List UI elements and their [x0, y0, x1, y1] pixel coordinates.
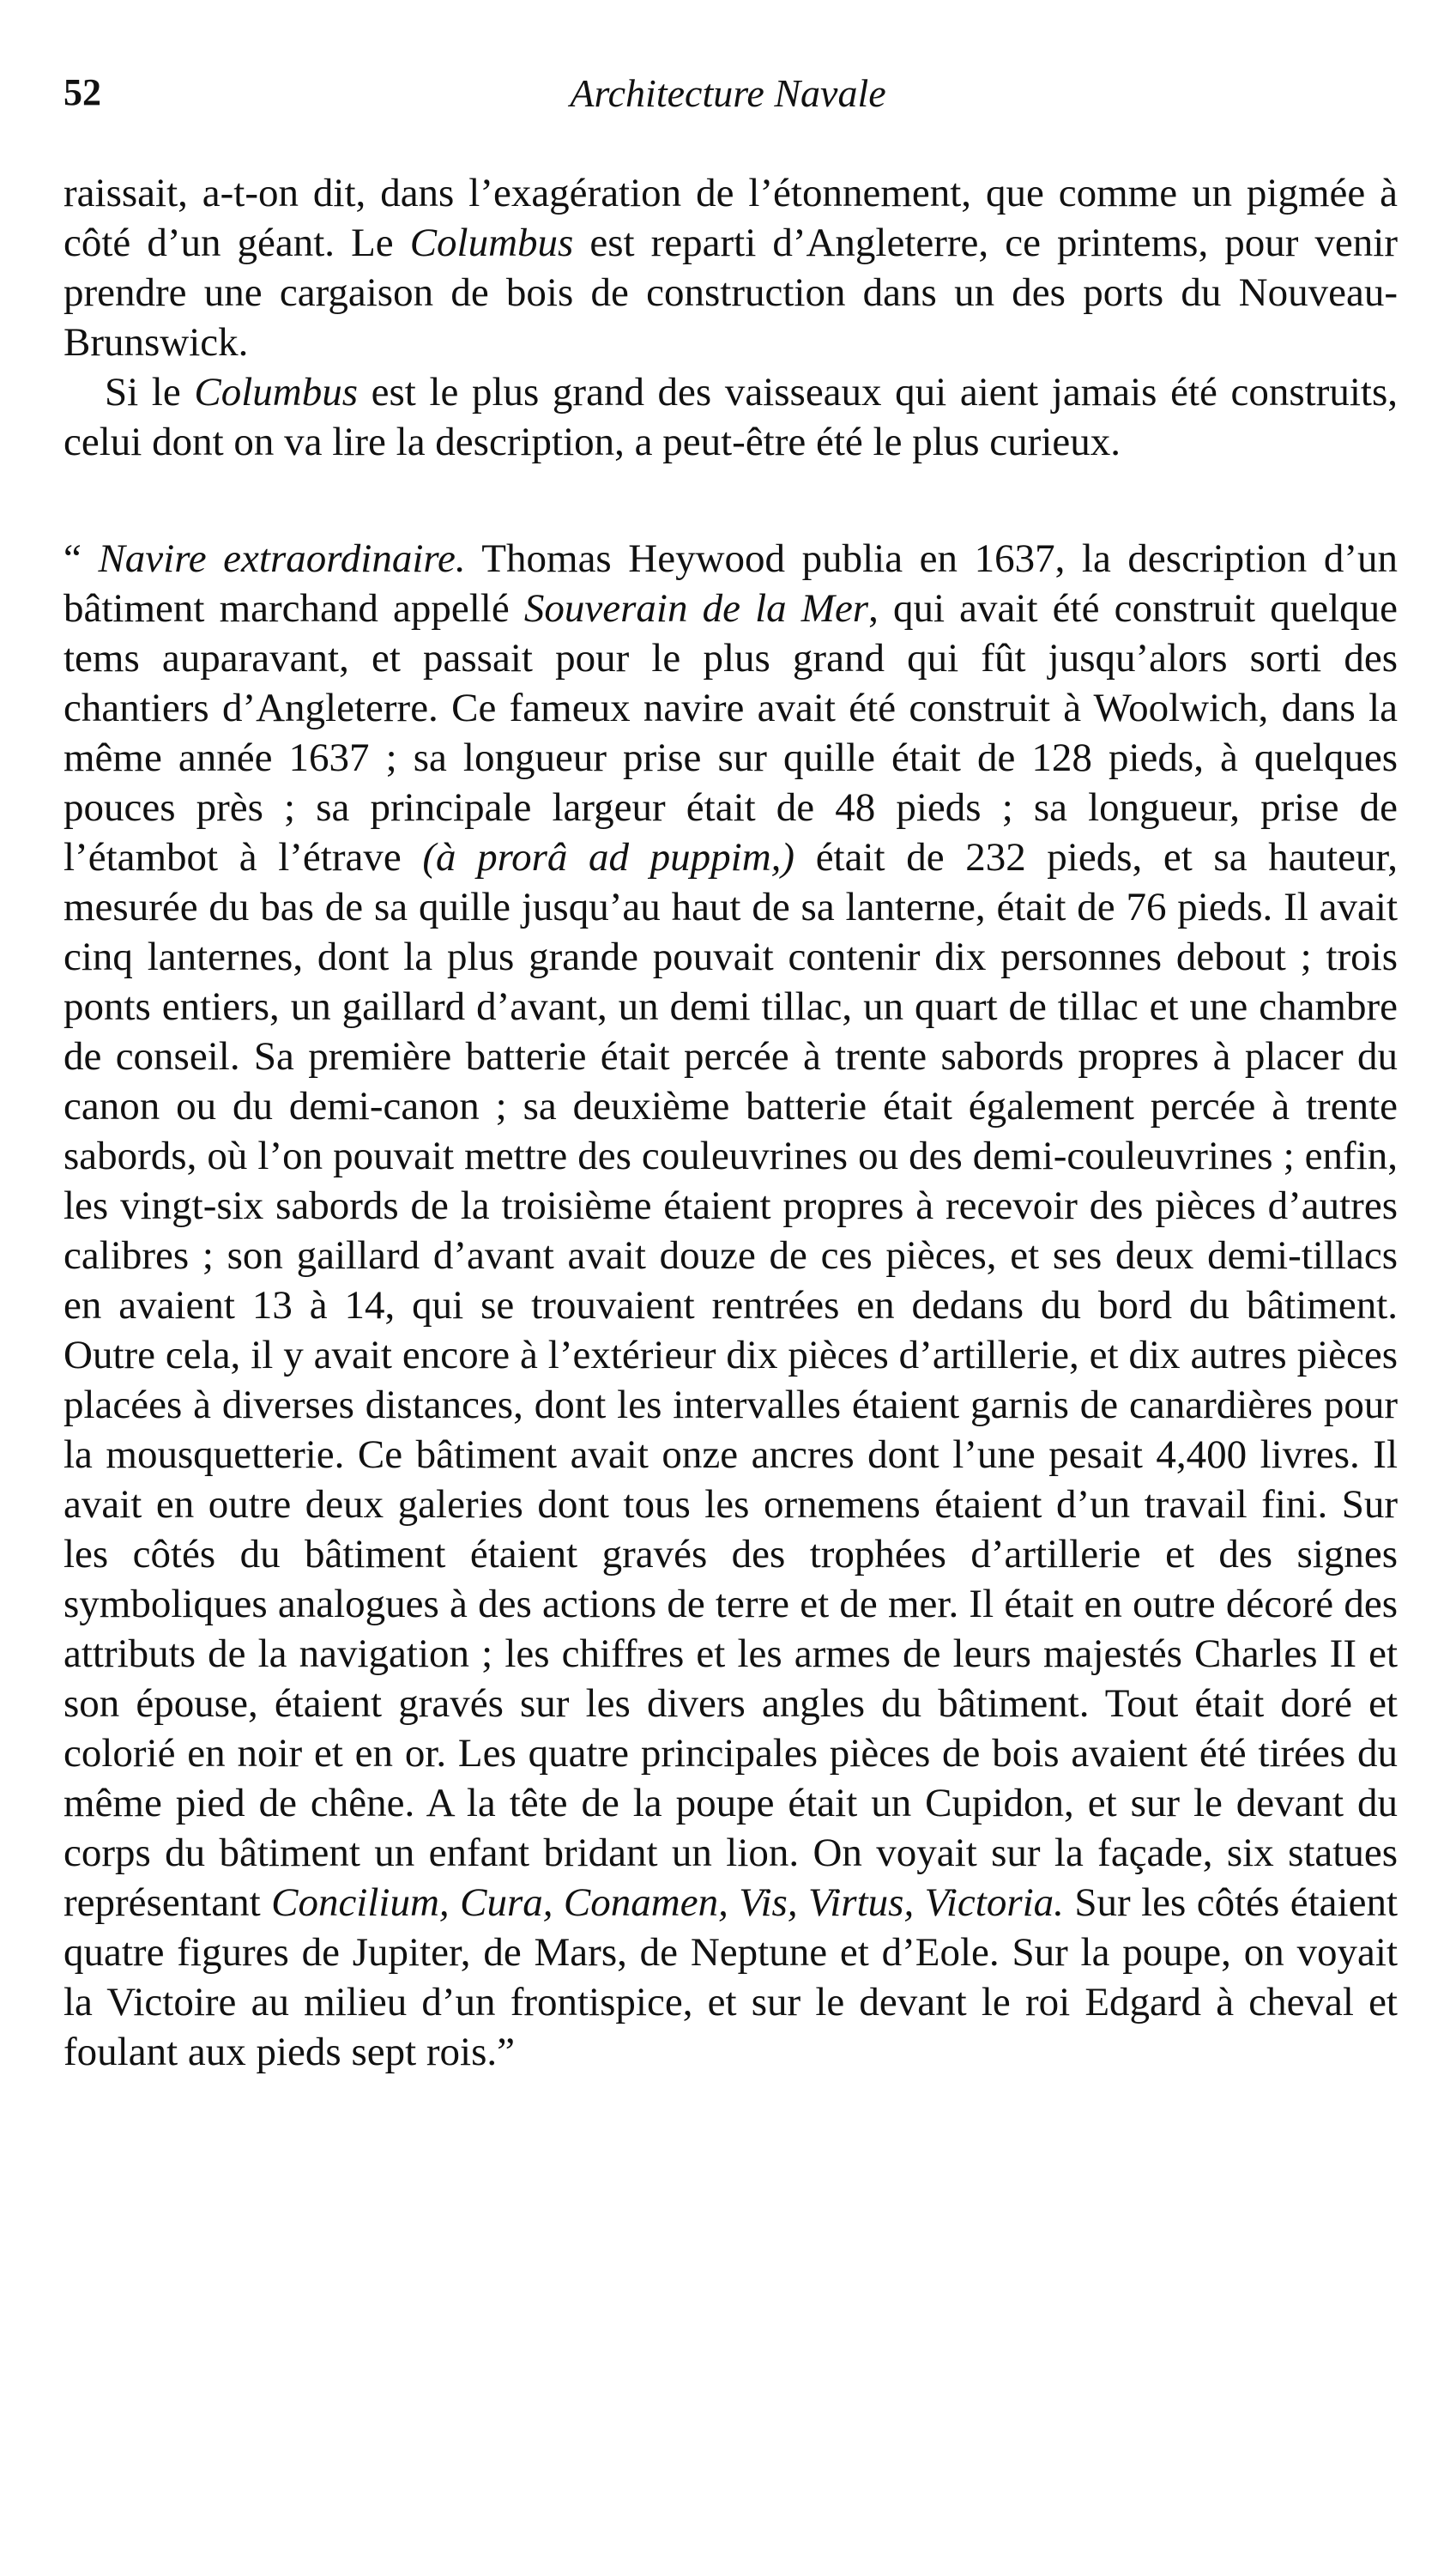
- paragraph-text: est le plus grand des vaisseaux qui aient jamais été construits, celui dont on va lire la description, a peut-être été le plus curieux.: [63, 370, 1398, 464]
- quoted-paragraph: [63, 534, 1398, 2077]
- quote-lead-heading: Navire extraordinaire.: [98, 536, 466, 581]
- paragraph-text: , qui avait été construit quelque tems auparavant, et passait pour le plus grand qui fût jusqu’alors sorti des chantiers d’Angleterre. Ce fameux navire avait été construit à Woolwich, dans la même année 1637 ; sa longueur prise sur quille était de 128 pieds, à quelques pouces près ; sa principale largeur était de 48 pieds ; sa longueur, prise de l’étambot à l’étrave: [63, 586, 1398, 880]
- paragraph-text: Si le: [105, 370, 195, 415]
- paragraph-continued: [63, 168, 1398, 367]
- page-number: 52: [63, 71, 101, 113]
- body-text: [63, 168, 1398, 2077]
- paragraph: [63, 367, 1398, 467]
- ship-name: Columbus: [194, 370, 358, 415]
- running-head: [63, 70, 1393, 130]
- statue-names: Concilium, Cura, Conamen, Vis, Virtus, Victoria.: [271, 1880, 1064, 1925]
- paragraph-text: était de 232 pieds, et sa hauteur, mesurée du bas de sa quille jusqu’au haut de sa lanterne, était de 76 pieds. Il avait cinq lanternes, dont la plus grande pouvait contenir dix personnes debout ; trois ponts entiers, un gaillard d’avant, un demi tillac, un quart de tillac et une chambre de conseil. Sa première batterie était percée à trente sabords propres à placer du canon ou du demi-canon ; sa deuxième batterie était également percée à trente sabords, où l’on pouvait mettre des couleuvrines ou des demi-couleuvrines ; enfin, les vingt-six sabords de la troisième étaient propres à recevoir des pièces d’autres calibres ; son gaillard d’avant avait douze de ces pièces, et ses deux demi-tillacs en avaient 13 à 14, qui se trouvaient rentrées en dedans du bord du bâtiment. Outre cela, il y avait encore à l’extérieur dix pièces d’artillerie, et dix autres pièces placées à diverses distances, dont les intervalles étaient garnis de canardières pour la mousquetterie. Ce bâtiment avait onze ancres dont l’une pesait 4,400 livres. Il avait en outre deux galeries dont tous les ornemens étaient d’un travail fini. Sur les côtés du bâtiment étaient gravés des trophées d’artillerie et des signes symboliques analogues à des actions de terre et de mer. Il était en outre décoré des attributs de la navigation ; les chiffres et les armes de leurs majestés Charles II et son épouse, étaient gravés sur les divers angles du bâtiment. Tout était doré et colorié en noir et en or. Les quatre principales pièces de bois avaient été tirées du même pied de chêne. A la tête de la poupe était un Cupidon, et sur le devant du corps du bâtiment un enfant bridant un lion. On voyait sur la façade, six statues représentant: [63, 835, 1398, 1925]
- opening-quote: “: [63, 536, 99, 581]
- paragraph-text: Sur les côtés étaient quatre figures de Jupiter, de Mars, de Neptune et d’Eole. Sur la poupe, on voyait la Victoire au milieu d’un frontispice, et sur le devant le roi Edgard à cheval et foulant aux pieds sept rois.”: [63, 1880, 1399, 2074]
- latin-phrase: (à prorâ ad puppim,): [422, 835, 795, 880]
- paragraph-text: raissait, a-t-on dit, dans l’exagération de l’étonnement, que comme un pigmée à côté d’un géant. Le: [63, 171, 1398, 265]
- ship-name: Souverain de la Mer: [523, 586, 869, 631]
- paragraph-text: est reparti d’Angleterre, ce printems, pour venir prendre une cargaison de bois de construction dans un des ports du Nouveau-Brunswick.: [63, 221, 1398, 365]
- running-title: Architecture Navale: [570, 71, 886, 115]
- ship-name: Columbus: [409, 221, 574, 265]
- paragraph-text: Thomas Heywood publia en 1637, la description d’un bâtiment marchand appellé: [63, 536, 1398, 631]
